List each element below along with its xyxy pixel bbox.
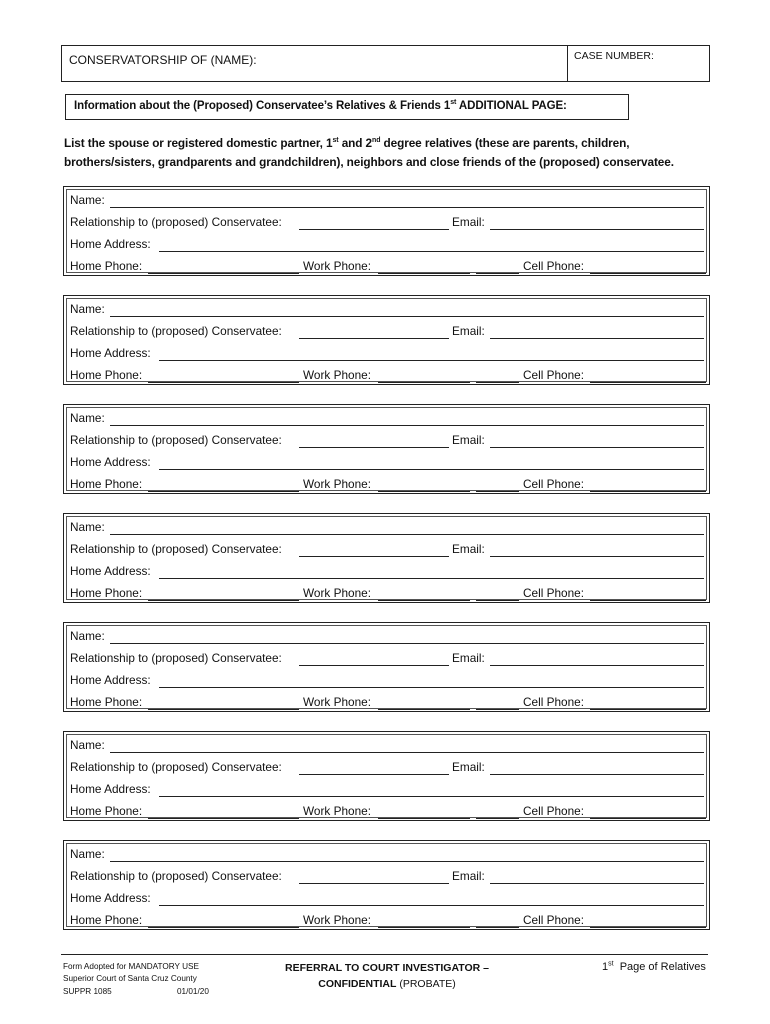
cell-phone-field[interactable] xyxy=(590,927,706,928)
relationship-label: Relationship to (proposed) Conservatee: xyxy=(70,651,282,665)
cell-phone-field[interactable] xyxy=(590,273,706,274)
work-phone-field-b[interactable] xyxy=(476,273,519,274)
relative-entry xyxy=(63,404,710,494)
email-field[interactable] xyxy=(490,556,704,557)
home-address-row xyxy=(70,891,705,909)
relative-entry xyxy=(63,622,710,712)
home-phone-label: Home Phone: xyxy=(70,695,143,709)
work-phone-field-a[interactable] xyxy=(378,600,470,601)
form-adopted-note: Form Adopted for MANDATORY USE xyxy=(63,962,199,971)
name-label: Name: xyxy=(70,629,105,643)
relationship-row xyxy=(70,433,705,451)
home-phone-field[interactable] xyxy=(148,709,299,710)
name-row xyxy=(70,738,705,756)
home-phone-label: Home Phone: xyxy=(70,804,143,818)
cell-phone-label: Cell Phone: xyxy=(523,259,584,273)
home-address-field[interactable] xyxy=(159,251,704,252)
relative-entry xyxy=(63,186,710,276)
relationship-row xyxy=(70,651,705,669)
name-label: Name: xyxy=(70,520,105,534)
home-phone-label: Home Phone: xyxy=(70,586,143,600)
relationship-label: Relationship to (proposed) Conservatee: xyxy=(70,433,282,447)
phone-row xyxy=(70,368,707,386)
relationship-label: Relationship to (proposed) Conservatee: xyxy=(70,869,282,883)
home-address-label: Home Address: xyxy=(70,564,151,578)
relationship-field[interactable] xyxy=(299,338,449,339)
relationship-label: Relationship to (proposed) Conservatee: xyxy=(70,324,282,338)
relationship-field[interactable] xyxy=(299,665,449,666)
name-row xyxy=(70,302,705,320)
page-indicator: 1st Page of Relatives xyxy=(602,960,706,973)
email-field[interactable] xyxy=(490,665,704,666)
relationship-field[interactable] xyxy=(299,556,449,557)
home-phone-label: Home Phone: xyxy=(70,477,143,491)
work-phone-field-a[interactable] xyxy=(378,709,470,710)
cell-phone-label: Cell Phone: xyxy=(523,804,584,818)
name-field[interactable] xyxy=(110,643,704,644)
case-number-label: CASE NUMBER: xyxy=(574,50,654,62)
work-phone-field-b[interactable] xyxy=(476,382,519,383)
home-phone-field[interactable] xyxy=(148,600,299,601)
work-phone-field-b[interactable] xyxy=(476,600,519,601)
name-row xyxy=(70,193,705,211)
phone-row xyxy=(70,477,707,495)
work-phone-label: Work Phone: xyxy=(303,695,371,709)
relative-entry xyxy=(63,731,710,821)
email-label: Email: xyxy=(452,324,485,338)
home-address-field[interactable] xyxy=(159,687,704,688)
email-field[interactable] xyxy=(490,229,704,230)
home-phone-label: Home Phone: xyxy=(70,913,143,927)
name-label: Name: xyxy=(70,411,105,425)
relationship-row xyxy=(70,215,705,233)
home-phone-label: Home Phone: xyxy=(70,259,143,273)
instructions-line-2: brothers/sisters, grandparents and grandchildren), neighbors and close friends of the (proposed) conservatee. xyxy=(64,155,674,169)
work-phone-field-b[interactable] xyxy=(476,818,519,819)
home-phone-field[interactable] xyxy=(148,927,299,928)
name-label: Name: xyxy=(70,847,105,861)
work-phone-field-a[interactable] xyxy=(378,491,470,492)
work-phone-field-a[interactable] xyxy=(378,382,470,383)
relationship-field[interactable] xyxy=(299,447,449,448)
work-phone-field-a[interactable] xyxy=(378,818,470,819)
name-row xyxy=(70,629,705,647)
relationship-row xyxy=(70,869,705,887)
name-row xyxy=(70,520,705,538)
email-field[interactable] xyxy=(490,338,704,339)
work-phone-label: Work Phone: xyxy=(303,804,371,818)
cell-phone-label: Cell Phone: xyxy=(523,695,584,709)
phone-row xyxy=(70,804,707,822)
relationship-row xyxy=(70,542,705,560)
relative-entry xyxy=(63,840,710,930)
cell-phone-label: Cell Phone: xyxy=(523,477,584,491)
home-address-field[interactable] xyxy=(159,469,704,470)
relative-entry xyxy=(63,513,710,603)
name-row xyxy=(70,411,705,429)
cell-phone-field[interactable] xyxy=(590,491,706,492)
court-name: Superior Court of Santa Cruz County xyxy=(63,974,197,983)
phone-row xyxy=(70,586,707,604)
relative-entry xyxy=(63,295,710,385)
home-address-row xyxy=(70,237,705,255)
relationship-label: Relationship to (proposed) Conservatee: xyxy=(70,760,282,774)
cell-phone-field[interactable] xyxy=(590,709,706,710)
home-address-row xyxy=(70,455,705,473)
name-field[interactable] xyxy=(110,425,704,426)
home-phone-field[interactable] xyxy=(148,382,299,383)
home-address-label: Home Address: xyxy=(70,782,151,796)
relationship-field[interactable] xyxy=(299,229,449,230)
work-phone-label: Work Phone: xyxy=(303,368,371,382)
home-address-field[interactable] xyxy=(159,578,704,579)
email-label: Email: xyxy=(452,651,485,665)
work-phone-field-b[interactable] xyxy=(476,491,519,492)
email-label: Email: xyxy=(452,542,485,556)
name-label: Name: xyxy=(70,302,105,316)
email-field[interactable] xyxy=(490,447,704,448)
conservatorship-name-label: CONSERVATORSHIP OF (NAME): xyxy=(69,53,257,67)
home-address-row xyxy=(70,782,705,800)
home-address-field[interactable] xyxy=(159,905,704,906)
name-field[interactable] xyxy=(110,316,704,317)
home-phone-field[interactable] xyxy=(148,273,299,274)
home-phone-field[interactable] xyxy=(148,491,299,492)
email-label: Email: xyxy=(452,433,485,447)
home-address-label: Home Address: xyxy=(70,673,151,687)
home-address-label: Home Address: xyxy=(70,891,151,905)
name-field[interactable] xyxy=(110,207,704,208)
case-header xyxy=(61,45,710,82)
phone-row xyxy=(70,259,707,277)
cell-phone-field[interactable] xyxy=(590,818,706,819)
section-title: Information about the (Proposed) Conservatee’s Relatives & Friends 1st ADDITIONAL PAGE: xyxy=(74,99,567,112)
email-field[interactable] xyxy=(490,774,704,775)
relationship-field[interactable] xyxy=(299,774,449,775)
relationship-row xyxy=(70,324,705,342)
instructions-line-1: List the spouse or registered domestic partner, 1st and 2nd degree relatives (these are parents, children, xyxy=(64,136,630,150)
work-phone-field-a[interactable] xyxy=(378,273,470,274)
work-phone-label: Work Phone: xyxy=(303,259,371,273)
form-title-line-2: CONFIDENTIAL (PROBATE) xyxy=(318,978,456,990)
cell-phone-field[interactable] xyxy=(590,600,706,601)
name-field[interactable] xyxy=(110,534,704,535)
form-title-line-1: REFERRAL TO COURT INVESTIGATOR – xyxy=(285,962,489,974)
cell-phone-label: Cell Phone: xyxy=(523,586,584,600)
home-address-row xyxy=(70,564,705,582)
home-address-label: Home Address: xyxy=(70,455,151,469)
section-title-box xyxy=(65,94,629,120)
name-row xyxy=(70,847,705,865)
relationship-field[interactable] xyxy=(299,883,449,884)
work-phone-field-a[interactable] xyxy=(378,927,470,928)
cell-phone-label: Cell Phone: xyxy=(523,913,584,927)
home-phone-label: Home Phone: xyxy=(70,368,143,382)
relationship-row xyxy=(70,760,705,778)
relationship-label: Relationship to (proposed) Conservatee: xyxy=(70,215,282,229)
name-field[interactable] xyxy=(110,861,704,862)
home-address-field[interactable] xyxy=(159,360,704,361)
phone-row xyxy=(70,695,707,713)
work-phone-label: Work Phone: xyxy=(303,913,371,927)
home-address-label: Home Address: xyxy=(70,346,151,360)
relationship-label: Relationship to (proposed) Conservatee: xyxy=(70,542,282,556)
header-divider xyxy=(567,46,568,81)
form-id: SUPPR 1085 xyxy=(63,987,112,996)
home-address-row xyxy=(70,673,705,691)
name-field[interactable] xyxy=(110,752,704,753)
work-phone-label: Work Phone: xyxy=(303,477,371,491)
footer-rule xyxy=(61,954,708,955)
email-label: Email: xyxy=(452,215,485,229)
phone-row xyxy=(70,913,707,931)
home-address-label: Home Address: xyxy=(70,237,151,251)
home-address-field[interactable] xyxy=(159,796,704,797)
email-field[interactable] xyxy=(490,883,704,884)
name-label: Name: xyxy=(70,738,105,752)
email-label: Email: xyxy=(452,869,485,883)
home-phone-field[interactable] xyxy=(148,818,299,819)
work-phone-field-b[interactable] xyxy=(476,927,519,928)
email-label: Email: xyxy=(452,760,485,774)
form-date: 01/01/20 xyxy=(177,987,209,996)
work-phone-label: Work Phone: xyxy=(303,586,371,600)
work-phone-field-b[interactable] xyxy=(476,709,519,710)
cell-phone-label: Cell Phone: xyxy=(523,368,584,382)
name-label: Name: xyxy=(70,193,105,207)
cell-phone-field[interactable] xyxy=(590,382,706,383)
home-address-row xyxy=(70,346,705,364)
